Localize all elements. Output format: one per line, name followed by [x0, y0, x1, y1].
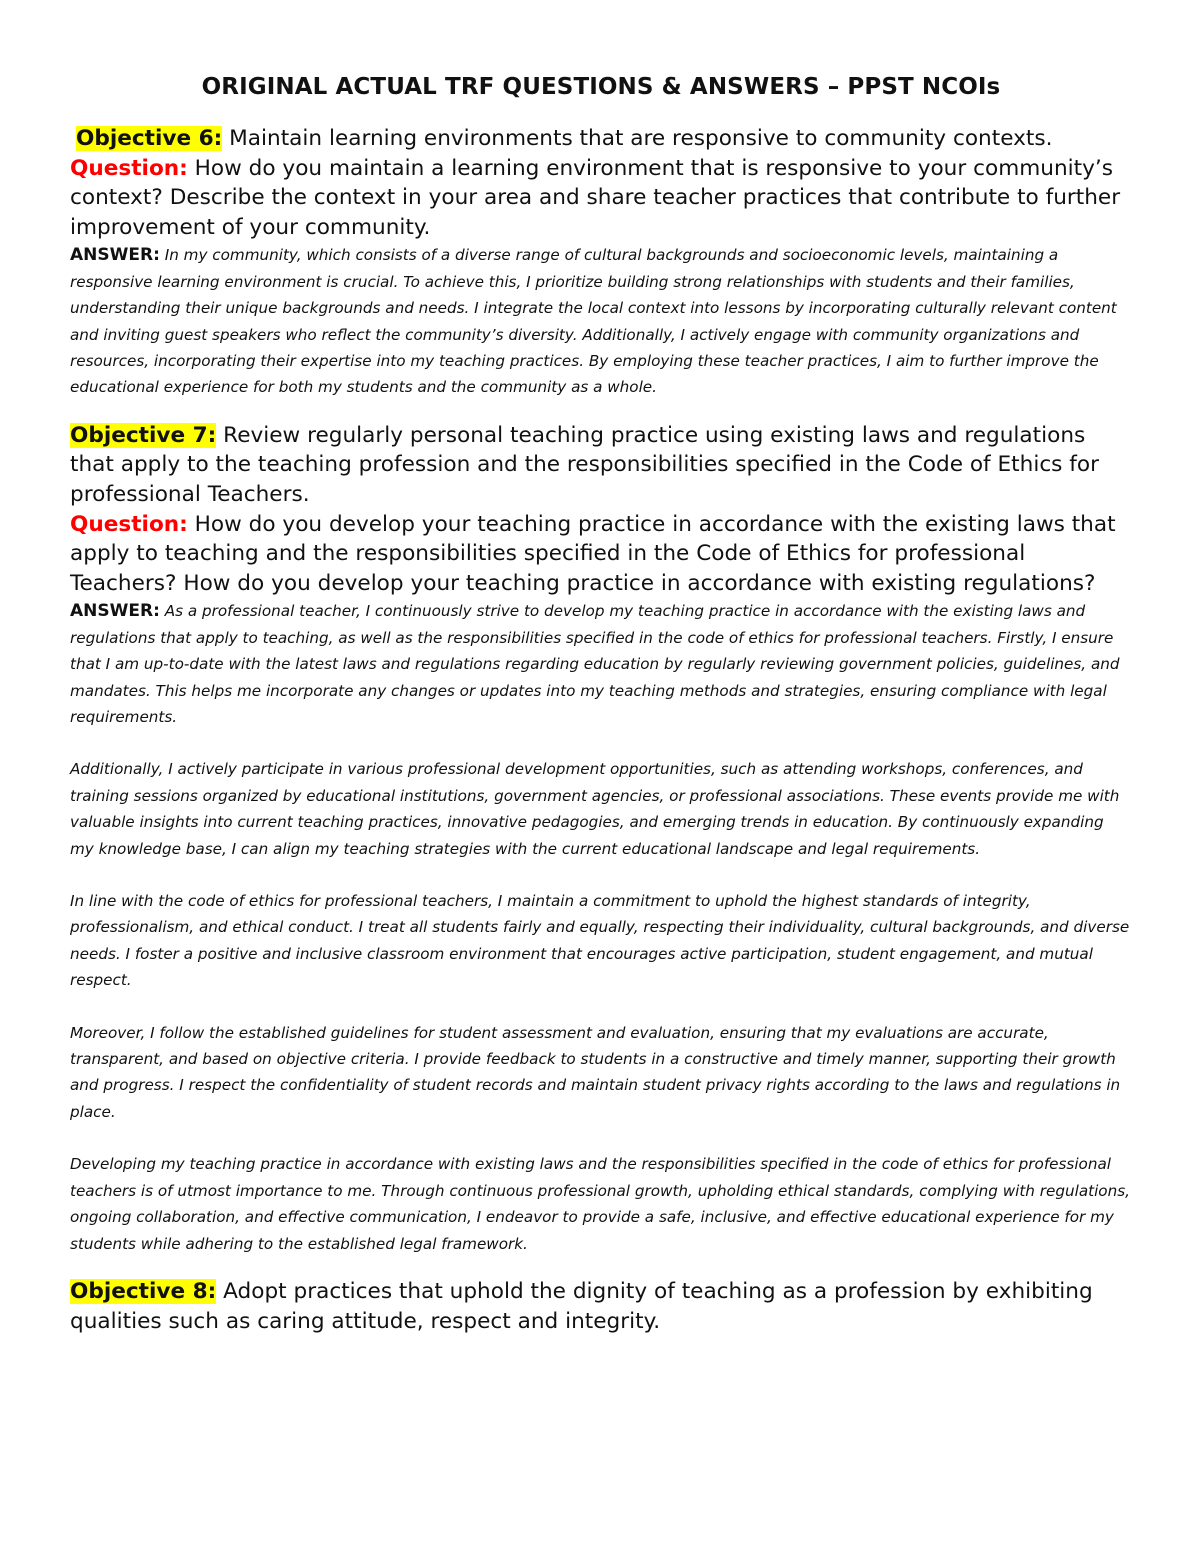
objective-7-label: Objective 7: — [70, 422, 217, 448]
objective-7-statement — [70, 421, 1132, 510]
objective-8-label: Objective 8: — [70, 1278, 217, 1304]
objective-7-answer-text: As a professional teacher, I continuously strive to develop my teaching practice in accordance with the existing laws and regulations that apply to teaching, as well as the responsibilities specified in the code of ethics for professional teachers. Firstly, I ensure that I am up-to-date with the latest laws and regulations regarding education by regularly reviewing government policies, guidelines, and mandates. This helps me incorporate any changes or updates into my teaching methods and strategies, ensuring compliance with legal requirements. — [70, 602, 1120, 726]
objective-7-answer — [70, 598, 1132, 730]
objective-7-answer-label: ANSWER: — [70, 601, 160, 622]
document-title: ORIGINAL ACTUAL TRF QUESTIONS & ANSWERS – PPST NCOIs — [201, 74, 1001, 100]
objective-6-text: Maintain learning environments that are responsive to community contexts. — [222, 126, 1053, 151]
objective-6-answer-label: ANSWER: — [70, 245, 160, 266]
objective-6-answer — [70, 242, 1132, 400]
objective-7-question-text: How do you develop your teaching practice in accordance with the existing laws that apply to teaching and the responsibilities specified in the Code of Ethics for professional Teachers? How do you develop your teaching practice in accordance with existing regulations? — [70, 511, 1116, 596]
objective-8-text: Adopt practices that uphold the dignity of teaching as a profession by exhibiting qualities such as caring attitude, respect and integrity. — [70, 1278, 1093, 1334]
objective-6-section — [70, 124, 1132, 401]
objective-6-question — [70, 154, 1132, 243]
objective-6-answer-text: In my community, which consists of a diverse range of cultural backgrounds and socioeconomic levels, maintaining a responsive learning environment is crucial. To achieve this, I prioritize building strong relationships with students and their families, understanding their unique backgrounds and needs. I integrate the local context into lessons by incorporating culturally relevant content and inviting guest speakers who reflect the community’s diversity. Additionally, I actively engage with community organizations and resources, incorporating their expertise into my teaching practices. By employing these teacher practices, I aim to further improve the educational experience for both my students and the community as a whole. — [70, 246, 1117, 397]
objective-8-statement — [70, 1277, 1132, 1336]
objective-6-question-label: Question: — [70, 155, 188, 181]
objective-7-answer-paragraph: In line with the code of ethics for professional teachers, I maintain a commitment to uphold the highest standards of integrity, professionalism, and ethical conduct. I treat all students fairly and equally, respecting their individuality, cultural backgrounds, and diverse needs. I foster a positive and inclusive classroom environment that encourages active participation, student engagement, and mutual respect. — [70, 892, 1130, 990]
objective-7-answer-paragraph: Developing my teaching practice in accordance with existing laws and the responsibilities specified in the code of ethics for professional teachers is of utmost importance to me. Through continuous professional growth, upholding ethical standards, complying with regulations, ongoing collaboration, and effective communication, I endeavor to provide a safe, inclusive, and effective educational experience for my students while adhering to the established legal framework. — [70, 1155, 1130, 1253]
objective-7-section — [70, 421, 1132, 1257]
objective-6-statement — [70, 124, 1132, 154]
objective-8-section — [70, 1277, 1132, 1336]
objective-6-question-text: How do you maintain a learning environment that is responsive to your community’s context? Describe the context in your area and share teacher practices that contribute to further improvement of your community. — [70, 155, 1121, 240]
objective-7-answer-paragraph: Additionally, I actively participate in various professional development opportunities, such as attending workshops, conferences, and training sessions organized by educational institutions, government agencies, or professional associations. These events provide me with valuable insights into current teaching practices, innovative pedagogies, and emerging trends in education. By continuously expanding my knowledge base, I can align my teaching strategies with the current educational landscape and legal requirements. — [70, 760, 1120, 858]
objective-7-answer-paragraph: Moreover, I follow the established guidelines for student assessment and evaluation, ensuring that my evaluations are accurate, transparent, and based on objective criteria. I provide feedback to students in a constructive and timely manner, supporting their growth and progress. I respect the confidentiality of student records and maintain student privacy rights according to the laws and regulations in place. — [70, 1023, 1121, 1121]
objective-7-question — [70, 510, 1132, 599]
objective-6-label: Objective 6: — [76, 126, 223, 151]
objective-7-question-label: Question: — [70, 511, 188, 537]
objective-7-text: Review regularly personal teaching practice using existing laws and regulations that apply to the teaching profession and the responsibilities specified in the Code of Ethics for professional Teachers. — [70, 422, 1099, 507]
document-page — [70, 72, 1132, 1356]
